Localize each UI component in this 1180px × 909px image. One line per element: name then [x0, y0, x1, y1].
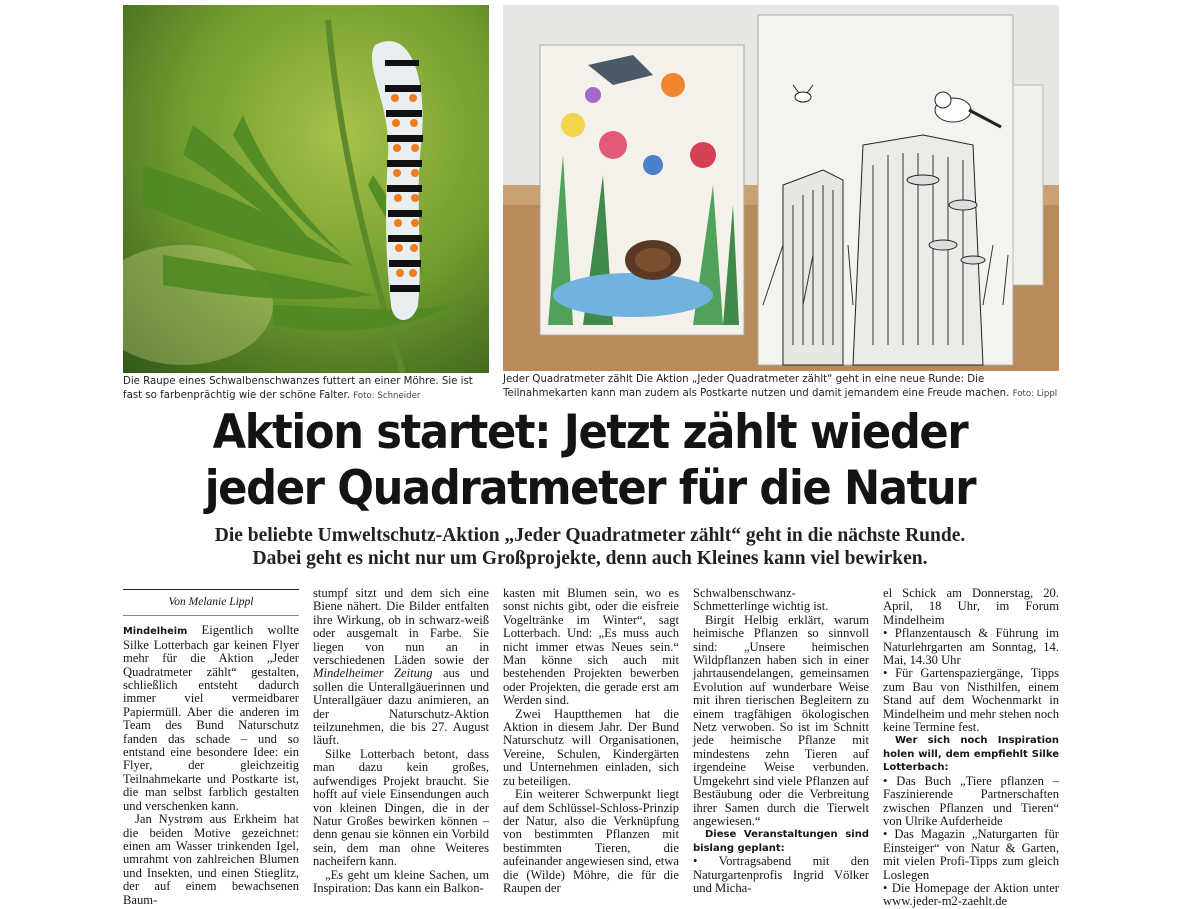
article-paragraph: kasten mit Blumen sein, wo es sonst nichts gibt, oder die eisfreie Vogeltränke im Winter“, sagt Lotterbach. Und: „Es muss auch nicht immer etwas Neues sein.“ Man könne sich auch mit bestehenden Projekten bewerben oder Projekten, die gerade erst am Werden sind. [503, 586, 679, 708]
article-paragraph: Ein weiterer Schwerpunkt liegt auf dem Schlüssel-Schloss-Prinzip der Natur, also die Verknüpfung von bestimmten Pflanzen mit bestimmten Tieren, die aufeinander angewiesen sind, etwa die (Wilde) Möhre, die für die Raupen der [503, 787, 679, 895]
tips-heading: Wer sich noch Inspiration holen will, dem empfiehlt Silke Lotterbach: [883, 735, 1059, 774]
subheadline [0, 524, 1180, 570]
paragraph-text: stumpf sitzt und dem sich eine Biene nähert. Die Bilder entfalten ihre Wirkung, ob in schwarz-weiß oder ausgemalt in Farbe. Sie liegen von nun an in verschiedenen Läden sowie der [313, 586, 489, 668]
subhead-line-2: Dabei geht es nicht nur um Großprojekte, denn auch Kleines kann viel bewirken. [252, 548, 928, 569]
caption-text: Jeder Quadratmeter zählt Die Aktion „Jeder Quadratmeter zählt“ geht in eine neue Runde: Die Teilnahmekarten kann man zudem als Postkarte nutzen und damit jemandem eine Freude machen. [503, 374, 1010, 399]
events-heading: Diese Veranstaltungen sind bislang geplant: [693, 829, 869, 854]
article-column-5 [883, 587, 1059, 909]
tip-item: • Das Magazin „Naturgarten für Einsteiger“ von Natur & Garten, mit vielen Profi-Tipps zum gleich Loslegen [883, 827, 1059, 882]
photo-credit: Foto: Schneider [353, 391, 421, 401]
article-column-4 [693, 587, 869, 895]
caption-text: Die Raupe eines Schwalbenschwanzes futtert an einer Möhre. Sie ist fast so farbenprächtig wie der schöne Falter. [123, 376, 473, 401]
headline-line-2: jeder Quadratmeter für die Natur [204, 461, 976, 516]
article-paragraph: Silke Lotterbach betont, dass man dazu kein großes, aufwendiges Projekt braucht. Sie hofft auf viele Einsendungen auch von kleinen Dingen, die in der Natur Großes bewirken können – denn genau sie können ein Vorbild sein, dem man ohne Weiteres nacheifern kann. [313, 746, 489, 869]
event-item: • Pflanzentausch & Führung im Naturlehrgarten am Sonntag, 14. Mai, 14.30 Uhr [883, 626, 1059, 668]
article-paragraph: „Es geht um kleine Sachen, um Inspiration: Das kann ein Balkon- [313, 867, 489, 895]
newspaper-name: Mindelheimer Zeitung [313, 666, 433, 681]
article-column-1 [123, 587, 299, 907]
article-paragraph: Jan Nystrøm aus Erkheim hat die beiden Motive gezeichnet: einen am Wasser trinkenden Igel, umrahmt von zahlreichen Blumen und Insekten, und einen Stieglitz, der auf einem bewachsenen Baum- [123, 812, 299, 907]
photo-credit: Foto: Lippl [1012, 389, 1058, 399]
caterpillar-photo [123, 5, 489, 373]
event-item: el Schick am Donnerstag, 20. April, 18 Uhr, im Forum Mindelheim [883, 586, 1059, 627]
paragraph-text: Eigentlich wollte Silke Lotterbach gar keinen Flyer mehr für die Aktion „Jeder Quadratmeter zählt“ gestalten, schließlich entsteht dadurch immer viel vermeidbarer Papiermüll. Aber die anderen im Team des Bund Naturschutz fanden das schade – und so entstand eine besondere Idee: ein Flyer, der gleichzeitig Teilnahmekarte und Postkarte ist, die man selbst farblich gestalten und verschenken kann. [123, 623, 299, 813]
photo-caption-left [123, 375, 489, 403]
subhead-line-1: Die beliebte Umweltschutz-Aktion „Jeder Quadratmeter zählt“ geht in die nächste Runde. [214, 525, 966, 546]
event-item: • Vortragsabend mit den Naturgartenprofis Ingrid Völker und Micha- [693, 854, 869, 895]
article-paragraph [123, 624, 299, 813]
article-paragraph: Zwei Hauptthemen hat die Aktion in diesem Jahr. Der Bund Naturschutz will Organisationen, Vereine, Schulen, Kindergärten und Unternehmen einladen, sich zu beteiligen. [503, 706, 679, 788]
tip-item: • Das Buch „Tiere pflanzen – Faszinierende Partnerschaften zwischen Pflanzen und Tieren“ von Ulrike Aufderheide [883, 773, 1059, 828]
byline: Von Melanie Lippl [123, 589, 299, 616]
dateline: Mindelheim [123, 626, 188, 638]
paragraph-text: aus und sollen die Unterallgäuerinnen und Unterallgäuer dazu animieren, an der Naturschutz-Aktion teilzunehmen, die bis 27. August läuft. [313, 666, 490, 748]
article-column-2 [313, 587, 489, 895]
tip-item: • Die Homepage der Aktion unter www.jeder-m2-zaehlt.de [883, 880, 1059, 909]
event-item: • Für Gartenspaziergänge, Tipps zum Bau von Nisthilfen, einem Stand auf dem Wochenmarkt in Mindelheim und mehr stehen noch keine Termine fest. [883, 666, 1059, 735]
article-paragraph: Schwalbenschwanz-Schmetterlinge wichtig ist. [693, 586, 829, 614]
article-column-3 [503, 587, 679, 895]
article-paragraph [313, 587, 489, 748]
postcards-photo [503, 5, 1059, 371]
photo-caption-right [503, 373, 1063, 401]
headline [47, 405, 1133, 517]
headline-line-1: Aktion startet: Jetzt zählt wieder [212, 405, 968, 460]
article-paragraph: Birgit Helbig erklärt, warum heimische Pflanzen so sinnvoll sind: „Unsere heimischen Wildpflanzen haben sich in einer jahrtausendelangen, gemeinsamen Evolution auf wunderbare Weise mit ihren tierischen Begleitern zu einem tragfähigen ökologischen Netz verwoben. So ist im Schnitt jede heimische Pflanze mit mindestens zehn Tieren auf irgendeine Weise verbunden. Umgekehrt sind viele Pflanzen auf Bestäubung oder die Verbreitung ihrer Samen durch die Tierwelt angewiesen.“ [693, 612, 869, 828]
